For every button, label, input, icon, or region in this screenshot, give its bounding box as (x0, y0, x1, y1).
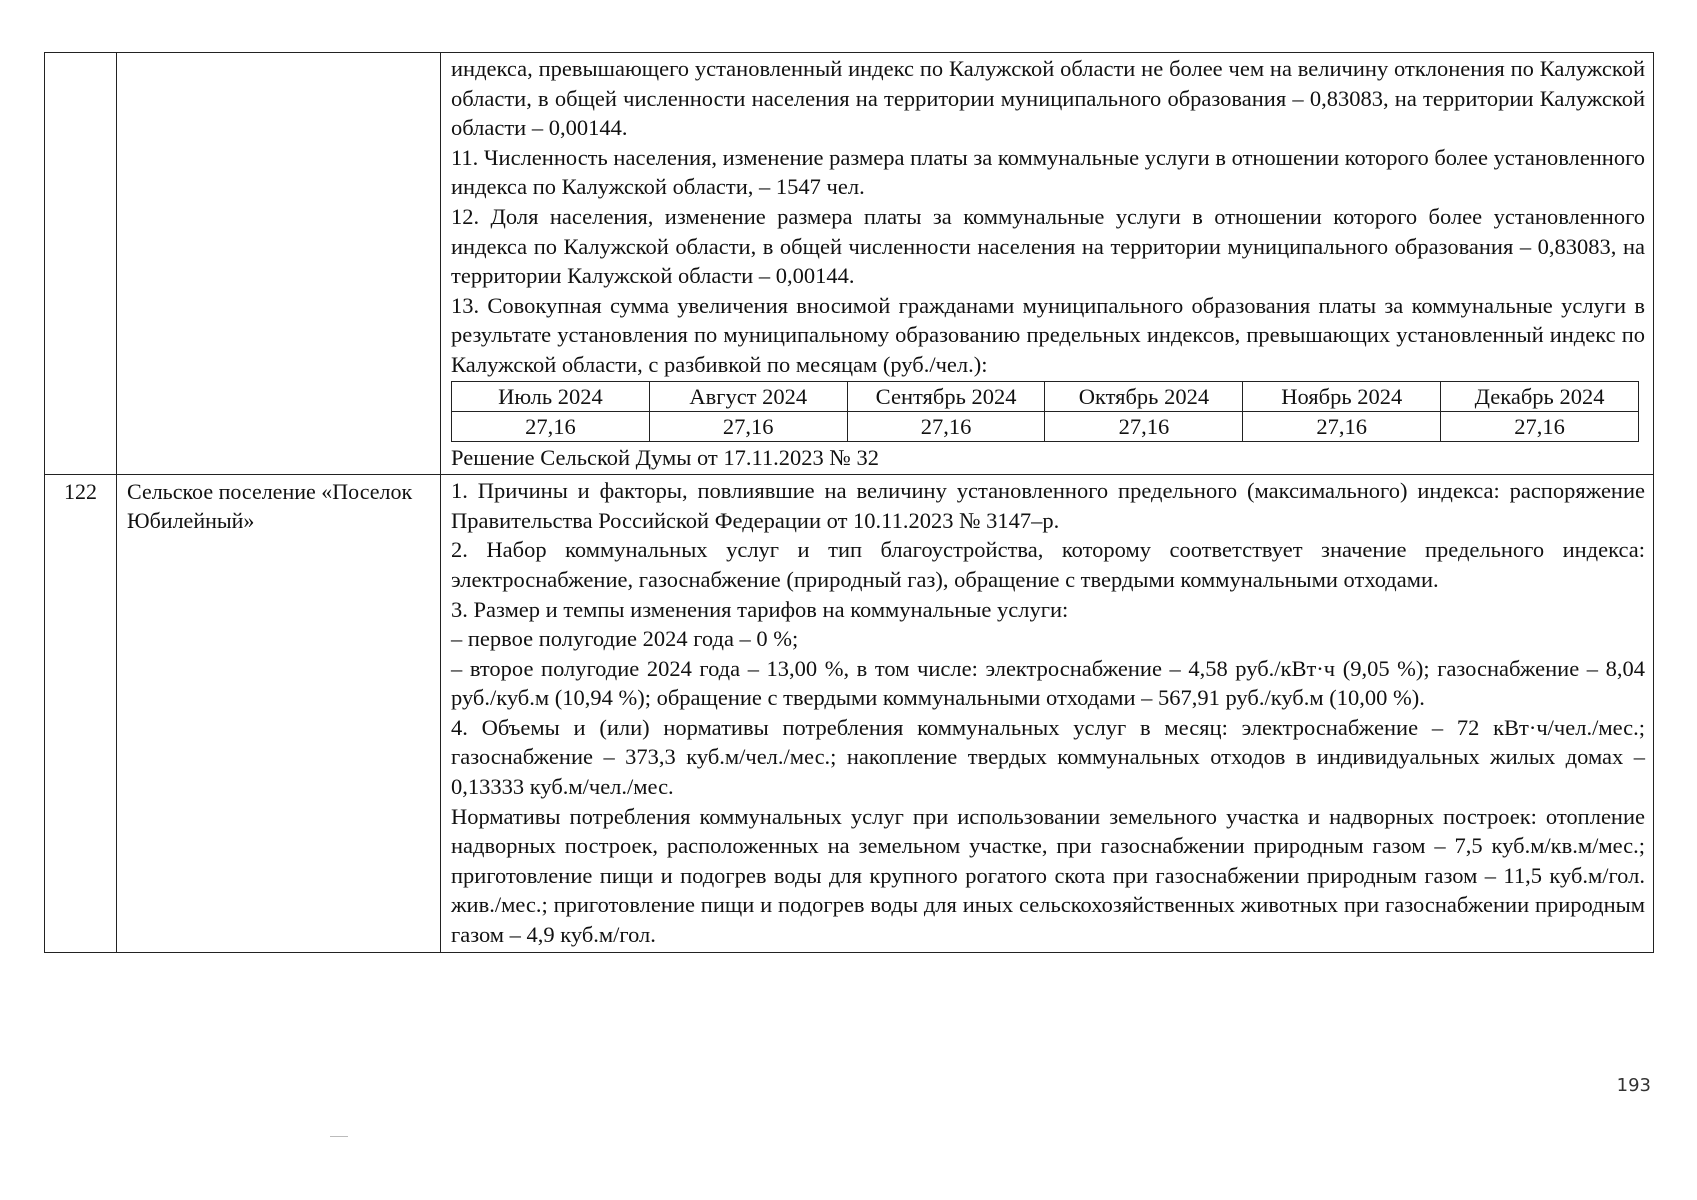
monthly-amounts-table (451, 381, 1639, 442)
paragraph: 11. Численность населения, изменение размера платы за коммунальные услуги в отношении которого более установленного индекса по Калужской области, – 1547 чел. (451, 144, 1645, 200)
month-header: Июль 2024 (452, 381, 650, 411)
month-header: Сентябрь 2024 (847, 381, 1045, 411)
paragraph: 13. Совокупная сумма увеличения вносимой гражданами муниципального образования платы за коммунальные услуги в результате установления по муниципальному образованию предельных индексов, превышающих установленный индекс по Калужской области, с разбивкой по месяцам (руб./чел.): (451, 292, 1645, 377)
paragraph: индекса, превышающего установленный индекс по Калужской области не более чем на величину отклонения по Калужской области, в общей численности населения на территории муниципального образования – 0,83083, на территории Калужской области – 0,00144. (451, 56, 1645, 141)
months-header-row (452, 381, 1639, 411)
month-value: 27,16 (1441, 411, 1639, 441)
table-row (45, 475, 1654, 953)
index-table (44, 52, 1654, 953)
paragraph: – второе полугодие 2024 года – 13,00 %, в том числе: электроснабжение – 4,58 руб./кВт·ч (9,05 %); газоснабжение – 8,04 руб./куб.м (10,94 %); обращение с твердыми коммунальными отходами – 567,91 руб./куб.м (10,00 %). (451, 655, 1645, 711)
municipality-name: Сельское поселение «Поселок Юбилейный» (117, 475, 441, 953)
month-value: 27,16 (649, 411, 847, 441)
paragraph: Нормативы потребления коммунальных услуг при использовании земельного участка и надворных построек: отопление надворных построек, расположенных на земельном участке, при газоснабжении природным газом – 7,5 куб.м/кв.м/мес.; приготовление пищи и подогрев воды для крупного рогатого скота при газоснабжении природным газом – 11,5 куб.м/гол. жив./мес.; приготовление пищи и подогрев воды для иных сельскохозяйственных животных при газоснабжении природным газом – 4,9 куб.м/гол. (451, 803, 1645, 948)
month-value: 27,16 (452, 411, 650, 441)
month-header: Октябрь 2024 (1045, 381, 1243, 411)
row-number: 122 (45, 475, 117, 953)
table-row (45, 53, 1654, 475)
months-value-row (452, 411, 1639, 441)
row-details (441, 475, 1654, 953)
month-header: Август 2024 (649, 381, 847, 411)
row-details (441, 53, 1654, 475)
municipality-name (117, 53, 441, 475)
month-value: 27,16 (847, 411, 1045, 441)
page-number: 193 (1616, 1075, 1651, 1096)
paragraph: 3. Размер и темпы изменения тарифов на коммунальные услуги: (451, 596, 1069, 622)
scan-mark (330, 1136, 348, 1137)
paragraph: 12. Доля населения, изменение размера платы за коммунальные услуги в отношении которого более установленного индекса по Калужской области, в общей численности населения на территории муниципального образования – 0,83083, на территории Калужской области – 0,00144. (451, 203, 1645, 289)
paragraph: 1. Причины и факторы, повлиявшие на величину установленного предельного (максимального) индекса: распоряжение Правительства Российской Федерации от 10.11.2023 № 3147–р. (451, 478, 1645, 533)
month-header: Ноябрь 2024 (1243, 381, 1441, 411)
decision-reference: Решение Сельской Думы от 17.11.2023 № 32 (451, 444, 879, 470)
month-value: 27,16 (1045, 411, 1243, 441)
paragraph: – первое полугодие 2024 года – 0 %; (451, 626, 799, 652)
row-number (45, 53, 117, 475)
paragraph: 2. Набор коммунальных услуг и тип благоустройства, которому соответствует значение предельного индекса: электроснабжение, газоснабжение (природный газ), обращение с твердыми коммунальными отходами. (451, 537, 1645, 592)
month-header: Декабрь 2024 (1441, 381, 1639, 411)
paragraph: 4. Объемы и (или) нормативы потребления коммунальных услуг в месяц: электроснабжение – 72 кВт·ч/чел./мес.; газоснабжение – 373,3 куб.м/чел./мес.; накопление твердых коммунальных отходов в индивидуальных жилых домах – 0,13333 куб.м/чел./мес. (451, 714, 1645, 800)
month-value: 27,16 (1243, 411, 1441, 441)
